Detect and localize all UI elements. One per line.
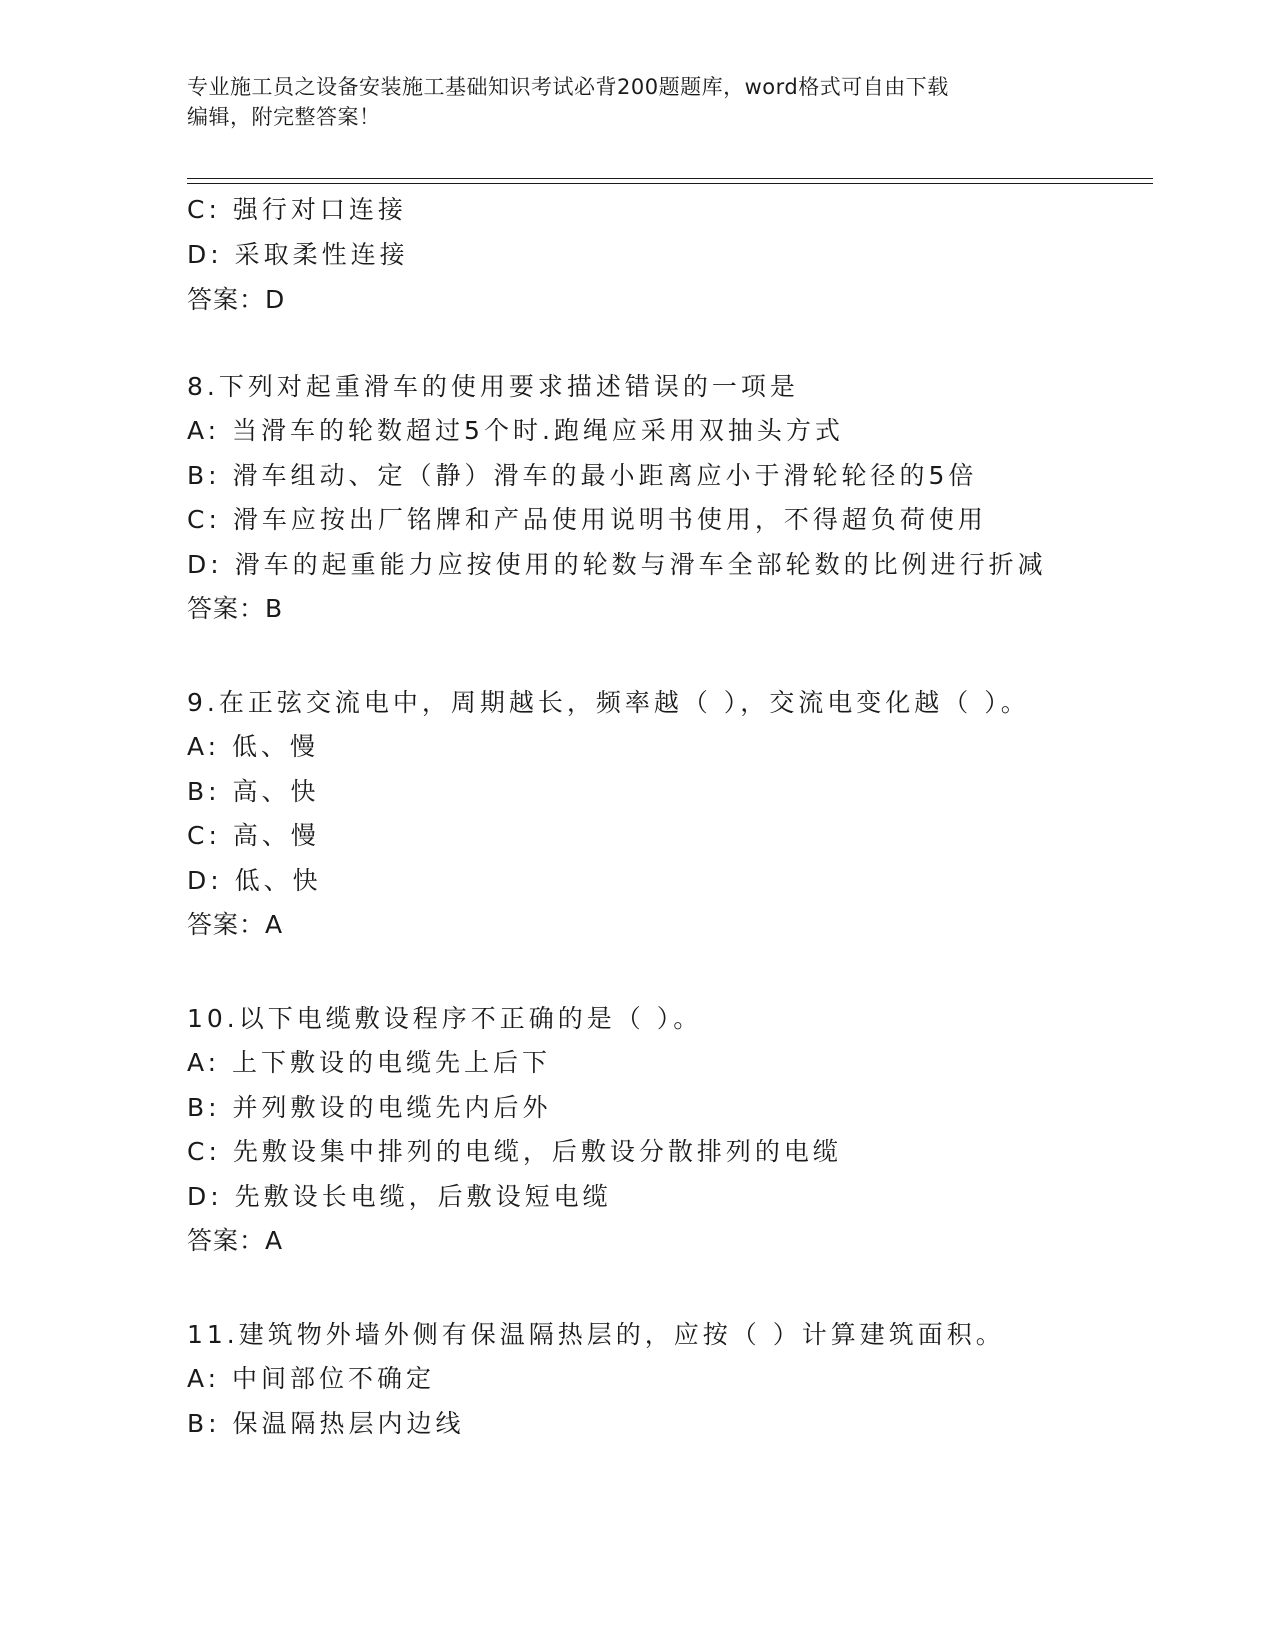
q10-stem: 10.以下电缆敷设程序不正确的是（ ）。 <box>187 1004 703 1033</box>
header-divider-bottom <box>187 183 1153 184</box>
q9-option-a: A: 低、慢 <box>187 732 320 761</box>
q11-option-a: A: 中间部位不确定 <box>187 1364 436 1393</box>
q10-option-c: C: 先敷设集中排列的电缆，后敷设分散排列的电缆 <box>187 1137 842 1166</box>
document-header <box>187 72 1087 132</box>
q11-stem: 11.建筑物外墙外侧有保温隔热层的，应按（ ）计算建筑面积。 <box>187 1320 1005 1349</box>
q7-answer: 答案：D <box>187 285 286 314</box>
q10-option-a: A: 上下敷设的电缆先上后下 <box>187 1048 552 1077</box>
q8-stem: 8.下列对起重滑车的使用要求描述错误的一项是 <box>187 372 799 401</box>
q10-answer: 答案：A <box>187 1226 284 1255</box>
q7-option-c: C: 强行对口连接 <box>187 195 407 224</box>
q11-option-b: B: 保温隔热层内边线 <box>187 1409 465 1438</box>
q8-option-b: B: 滑车组动、定（静）滑车的最小距离应小于滑轮轮径的5倍 <box>187 461 978 490</box>
q8-option-a: A: 当滑车的轮数超过5个时.跑绳应采用双抽头方式 <box>187 416 844 445</box>
header-divider-top <box>187 178 1153 179</box>
q7-option-d: D: 采取柔性连接 <box>187 240 409 269</box>
q10-option-d: D: 先敷设长电缆，后敷设短电缆 <box>187 1182 612 1211</box>
q9-answer: 答案：A <box>187 910 284 939</box>
q9-option-d: D: 低、快 <box>187 866 322 895</box>
header-title-line-1: 专业施工员之设备安装施工基础知识考试必背200题题库，word格式可自由下载 <box>187 75 949 99</box>
q9-option-b: B: 高、快 <box>187 777 320 806</box>
q9-stem: 9.在正弦交流电中，周期越长，频率越（ ），交流电变化越（ ）。 <box>187 688 1030 717</box>
q10-option-b: B: 并列敷设的电缆先内后外 <box>187 1093 552 1122</box>
q8-answer: 答案：B <box>187 594 284 623</box>
q9-option-c: C: 高、慢 <box>187 821 320 850</box>
q8-option-c: C: 滑车应按出厂铭牌和产品使用说明书使用，不得超负荷使用 <box>187 505 987 534</box>
q8-option-d: D: 滑车的起重能力应按使用的轮数与滑车全部轮数的比例进行折减 <box>187 550 1047 579</box>
header-title-line-2: 编辑，附完整答案！ <box>187 105 381 129</box>
